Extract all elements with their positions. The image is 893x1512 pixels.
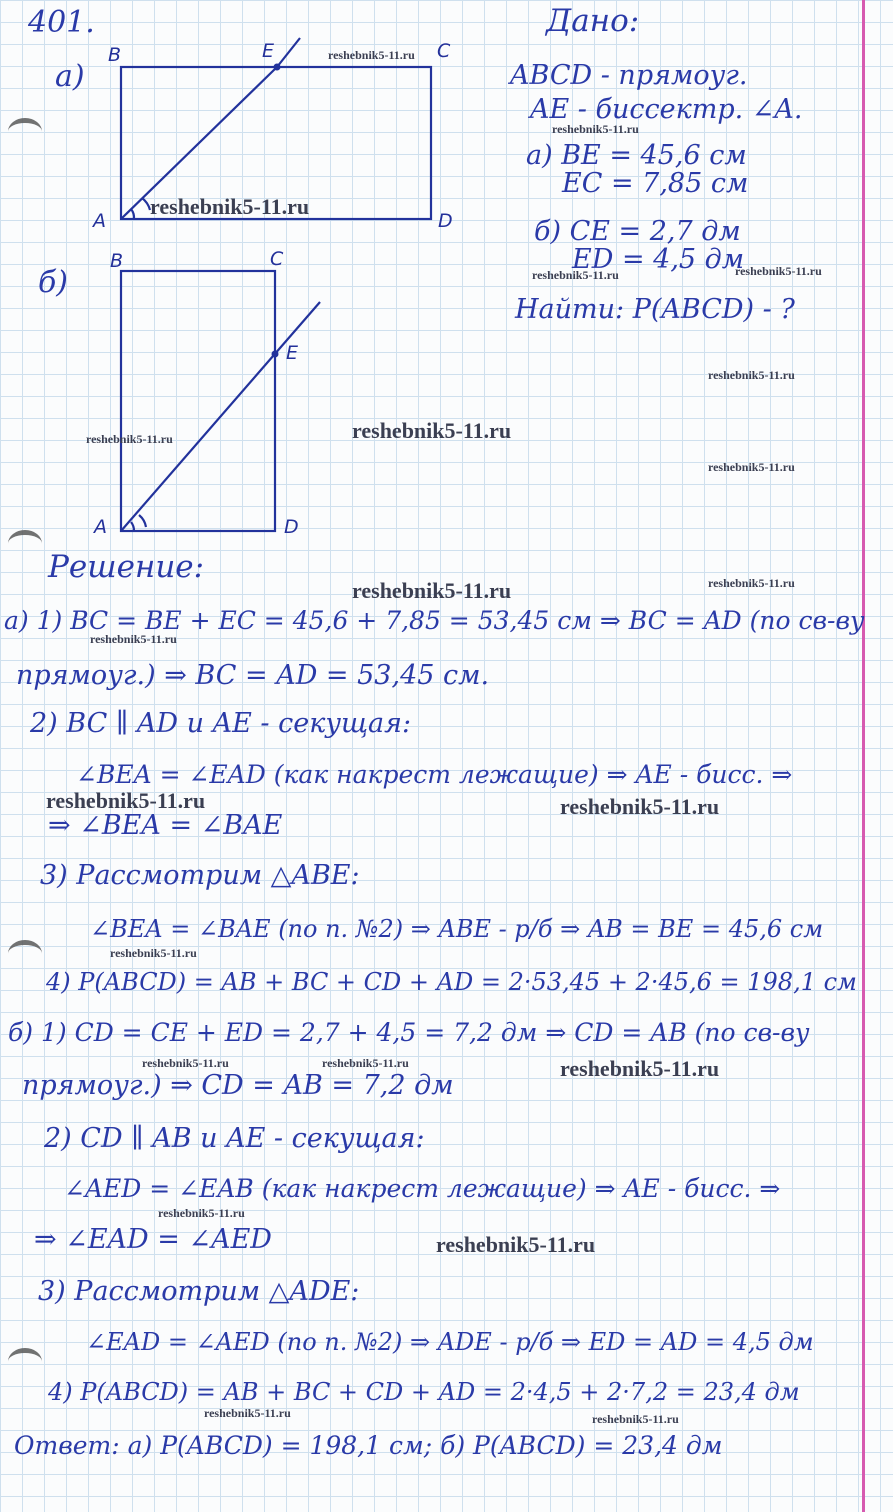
watermark: reshebnik5-11.ru xyxy=(436,1232,596,1257)
given-line: ABCD - прямоуг. xyxy=(510,60,748,91)
solution-line: б) 1) CD = CE + ED = 2,7 + 4,5 = 7,2 дм ⇒ CD = AB (по св-ву xyxy=(8,1018,810,1047)
solution-line: а) 1) BC = BE + EC = 45,6 + 7,85 = 53,45 см ⇒ BC = AD (по св-ву xyxy=(4,606,865,635)
problem-number: 401. xyxy=(28,5,95,40)
solution-line: ⇒ ∠EAD = ∠AED xyxy=(34,1224,272,1255)
solution-line: 3) Рассмотрим △ADE: xyxy=(38,1276,360,1307)
solution-line: 4) P(ABCD) = AB + BC + CD + AD = 2·4,5 + 2·7,2 = 23,4 дм xyxy=(48,1378,800,1406)
figure-b-vertex-a: A xyxy=(94,516,107,538)
solution-line: прямоуг.) ⇒ CD = AB = 7,2 дм xyxy=(22,1070,454,1101)
solution-line: ⇒ ∠BEA = ∠BAE xyxy=(48,810,283,841)
figure-a-vertex-b: B xyxy=(108,44,122,66)
given-line: а) BE = 45,6 см xyxy=(526,140,747,171)
watermark: reshebnik5-11.ru xyxy=(158,1206,245,1220)
watermark: reshebnik5-11.ru xyxy=(352,418,512,443)
watermark: reshebnik5-11.ru xyxy=(150,194,310,219)
watermark: reshebnik5-11.ru xyxy=(204,1406,291,1420)
figure-a-part-label: а) xyxy=(55,59,85,94)
geometry-figures xyxy=(0,0,893,560)
figure-b-point-e xyxy=(272,351,279,358)
solution-title: Решение: xyxy=(48,549,205,585)
solution-line: 2) BC ∥ AD и AE - секущая: xyxy=(30,708,412,739)
watermark: reshebnik5-11.ru xyxy=(46,788,206,813)
figure-b-vertex-c: C xyxy=(270,248,284,270)
given-find-line: Найти: P(ABCD) - ? xyxy=(515,294,795,325)
watermark: reshebnik5-11.ru xyxy=(328,48,415,62)
given-line: AE - биссектр. ∠A. xyxy=(530,94,803,125)
figure-a-vertex-a: A xyxy=(93,210,106,232)
figure-a-vertex-d: D xyxy=(438,210,453,232)
solution-line: ∠AED = ∠EAB (как накрест лежащие) ⇒ AE - бисс. ⇒ xyxy=(64,1174,781,1203)
given-line: EC = 7,85 см xyxy=(562,168,749,199)
given-line: б) CE = 2,7 дм xyxy=(534,216,741,247)
binder-ring xyxy=(8,1348,42,1375)
watermark: reshebnik5-11.ru xyxy=(708,460,795,474)
watermark: reshebnik5-11.ru xyxy=(110,946,197,960)
figure-b-rectangle xyxy=(121,271,320,531)
answer-line: Ответ: а) P(ABCD) = 198,1 см; б) P(ABCD) = 23,4 дм xyxy=(14,1431,723,1460)
solution-line: 2) CD ∥ AB и AE - секущая: xyxy=(44,1123,425,1154)
watermark: reshebnik5-11.ru xyxy=(90,632,177,646)
watermark: reshebnik5-11.ru xyxy=(352,578,512,603)
solution-line: 4) P(ABCD) = AB + BC + CD + AD = 2·53,45 + 2·45,6 = 198,1 см xyxy=(46,968,857,996)
watermark: reshebnik5-11.ru xyxy=(735,264,822,278)
figure-b-part-label: б) xyxy=(38,265,69,300)
solution-line: ∠EAD = ∠AED (по п. №2) ⇒ ADE - р/б ⇒ ED = AD = 4,5 дм xyxy=(86,1328,814,1356)
watermark: reshebnik5-11.ru xyxy=(708,576,795,590)
solution-line: 3) Рассмотрим △ABE: xyxy=(40,860,360,891)
solution-line: ∠BEA = ∠BAE (по п. №2) ⇒ ABE - р/б ⇒ AB = BE = 45,6 см xyxy=(90,915,824,943)
given-title: Дано: xyxy=(546,3,640,39)
watermark: reshebnik5-11.ru xyxy=(86,432,173,446)
solution-line: ∠BEA = ∠EAD (как накрест лежащие) ⇒ AE - бисс. ⇒ xyxy=(76,760,793,789)
figure-b-vertex-e: E xyxy=(286,342,299,364)
figure-a-vertex-c: C xyxy=(437,40,451,62)
watermark: reshebnik5-11.ru xyxy=(532,268,619,282)
figure-a-point-e xyxy=(274,64,281,71)
watermark: reshebnik5-11.ru xyxy=(592,1412,679,1426)
watermark: reshebnik5-11.ru xyxy=(560,794,720,819)
watermark: reshebnik5-11.ru xyxy=(708,368,795,382)
figure-a-vertex-e: E xyxy=(262,40,275,62)
watermark: reshebnik5-11.ru xyxy=(560,1056,720,1081)
watermark: reshebnik5-11.ru xyxy=(142,1056,229,1070)
figure-b-vertex-d: D xyxy=(284,516,299,538)
watermark: reshebnik5-11.ru xyxy=(552,122,639,136)
solution-line: прямоуг.) ⇒ BC = AD = 53,45 см. xyxy=(16,660,490,691)
figure-b-vertex-b: B xyxy=(110,250,124,272)
binder-ring xyxy=(8,940,42,967)
given-line: ED = 4,5 дм xyxy=(572,244,745,275)
watermark: reshebnik5-11.ru xyxy=(322,1056,409,1070)
